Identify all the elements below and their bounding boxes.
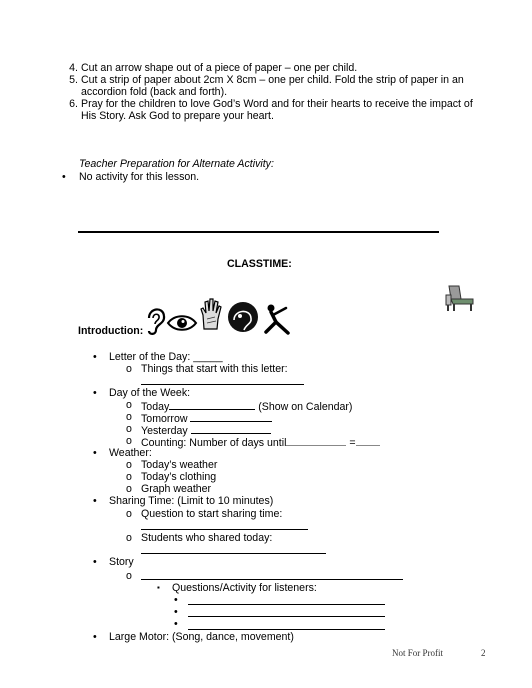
list-text: His Story. Ask God to prepare your heart. (81, 110, 274, 122)
counting-label: Counting: Number of days until (141, 437, 287, 449)
blank-line (141, 529, 308, 530)
bullet-icon: • (93, 631, 97, 643)
chair-icon (443, 283, 477, 313)
stretching-figure-icon (262, 302, 296, 336)
bullet-icon: • (93, 387, 97, 399)
blank-line (169, 399, 255, 410)
story-sub-item: Questions/Activity for listeners: (172, 582, 317, 594)
weather-item: Graph weather (141, 483, 212, 495)
bullet-icon: • (174, 606, 178, 618)
large-motor: Large Motor: (Song, dance, movement) (109, 631, 294, 643)
list-number: 6. (69, 98, 78, 110)
page-number: 2 (481, 648, 486, 658)
circle-bullet-icon: o (126, 471, 132, 483)
footer-text: Not For Profit (392, 648, 444, 658)
sharing-question: Question to start sharing time: (141, 508, 283, 520)
circle-bullet-icon: o (126, 532, 132, 544)
eye-icon (167, 314, 197, 332)
circle-bullet-icon: o (126, 570, 132, 582)
circle-bullet-icon: o (126, 435, 132, 447)
story-heading: Story (109, 556, 134, 568)
circle-bullet-icon: o (126, 399, 132, 411)
letter-of-day: Letter of the Day: _____ (109, 351, 223, 363)
circle-bullet-icon: o (126, 411, 132, 423)
alt-activity-item: No activity for this lesson. (79, 171, 200, 183)
classtime-title: CLASSTIME: (227, 258, 292, 270)
alt-activity-heading: Teacher Preparation for Alternate Activity: (79, 158, 274, 170)
today-note: (Show on Calendar) (258, 401, 353, 413)
sharing-time: Sharing Time: (Limit to 10 minutes) (109, 495, 274, 507)
circle-bullet-icon: o (126, 423, 132, 435)
circle-bullet-icon: o (126, 483, 132, 495)
square-bullet-icon: ▪ (157, 583, 160, 592)
bullet-icon: • (174, 618, 178, 630)
circle-bullet-icon: o (126, 459, 132, 471)
blank-line (141, 579, 403, 580)
circle-bullet-icon: o (126, 508, 132, 520)
section-divider (78, 231, 439, 233)
weather-item: Today’s clothing (141, 471, 217, 483)
blank-line (188, 629, 385, 630)
introduction-label: Introduction: (78, 325, 144, 337)
blank-line (190, 411, 272, 422)
blank-line (188, 616, 385, 617)
head-icon (226, 300, 260, 334)
blank-line (141, 384, 304, 385)
weather-heading: Weather: (109, 447, 152, 459)
bullet-icon: • (93, 447, 97, 459)
equals-sign: = (349, 437, 356, 449)
bullet-icon: • (93, 556, 97, 568)
list-text: Cut an arrow shape out of a piece of paper – one per child. (81, 62, 358, 74)
blank-line (356, 435, 380, 446)
bullet-icon: • (93, 351, 97, 363)
day-of-week: Day of the Week: (109, 387, 191, 399)
letter-sub-item: Things that start with this letter: (141, 363, 288, 375)
list-text: accordion fold (back and forth). (81, 86, 228, 98)
bullet-icon: • (62, 171, 66, 183)
blank-line (188, 604, 385, 605)
list-text: Cut a strip of paper about 2cm X 8cm – one per child. Fold the strip of paper in an (81, 74, 464, 86)
ear-icon (143, 304, 167, 336)
bullet-icon: • (174, 594, 178, 606)
list-text: Pray for the children to love God’s Word and for their hearts to receive the impact of (81, 98, 473, 110)
list-number: 5. (69, 74, 78, 86)
blank-line (191, 423, 271, 434)
blank-line (286, 435, 346, 446)
hand-icon (199, 297, 223, 331)
students-shared: Students who shared today: (141, 532, 273, 544)
weather-item: Today’s weather (141, 459, 218, 471)
circle-bullet-icon: o (126, 363, 132, 375)
today-label: Today (141, 401, 170, 413)
tomorrow-label: Tomorrow (141, 413, 188, 425)
list-number: 4. (69, 62, 78, 74)
yesterday-label: Yesterday (141, 425, 188, 437)
bullet-icon: • (93, 495, 97, 507)
counting-line (141, 435, 380, 449)
blank-line (141, 553, 326, 554)
